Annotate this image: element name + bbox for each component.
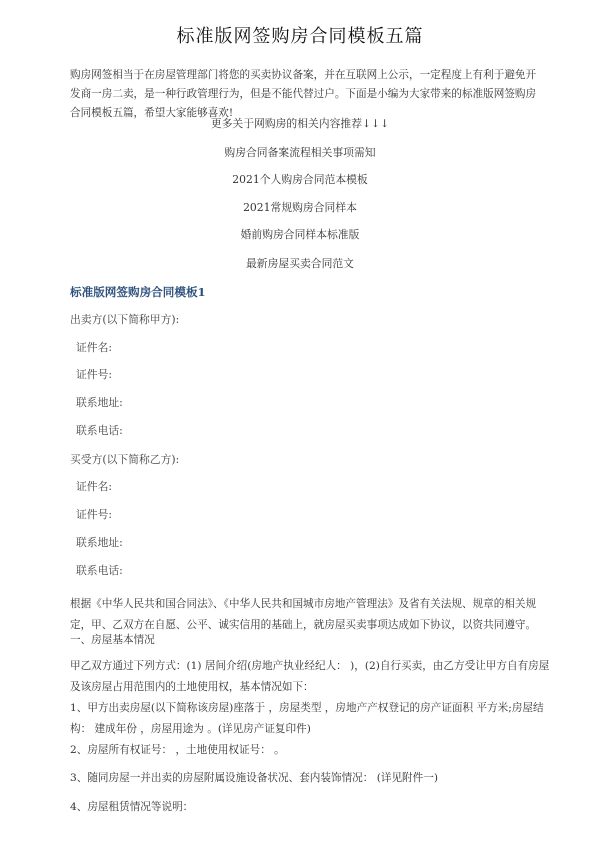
related-links-header: 更多关于网购房的相关内容推荐↓↓↓: [210, 117, 390, 130]
clause-2-paragraph: 2、房屋所有权证号： ，土地使用权证号： 。: [70, 744, 285, 756]
related-link[interactable]: 最新房屋买卖合同范文: [246, 257, 354, 270]
related-link[interactable]: 2021个人购房合同范本模板: [232, 173, 368, 186]
seller-address: 联系地址:: [76, 396, 123, 409]
buyer-address: 联系地址:: [76, 536, 123, 549]
seller-id-type: 证件名:: [76, 341, 113, 354]
buyer-phone: 联系电话:: [76, 564, 123, 577]
clause-1-paragraph: 1、甲方出卖房屋(以下简称该房屋)座落于 ，房屋类型 ，房地产产权登记的房产证面积 平方米;房屋结构： 建成年份 ，房屋用途为 。(详见房产证复印件): [70, 702, 544, 735]
transaction-method-paragraph: 甲乙双方通过下列方式：(1) 居间介绍(房地产执业经纪人： )，(2)自行买卖，由乙方受让甲方自有房屋及该房屋占用范围内的土地使用权，基本情况如下：: [70, 660, 550, 693]
buyer-id-number: 证件号:: [76, 508, 113, 521]
seller-phone: 联系电话:: [76, 424, 123, 437]
seller-id-number: 证件号:: [76, 368, 113, 381]
preamble-paragraph: 根据《中华人民共和国合同法》、《中华人民共和国城市房地产管理法》及省有关法规、规章的相关规定，甲、乙双方在自愿、公平、诚实信用的基础上，就房屋买卖事项达成如下协议，以资共同遵守。: [70, 598, 537, 631]
related-link[interactable]: 购房合同备案流程相关事项需知: [224, 146, 376, 159]
intro-paragraph: 购房网签相当于在房屋管理部门将您的买卖协议备案，并在互联网上公示，一定程度上有利于避免开发商一房二卖，是一种行政管理行为，但是不能代替过户。下面是小编为大家带来的标准版网签购房合同模板五篇，希望大家能够喜欢!: [70, 69, 537, 119]
buyer-label: 买受方(以下简称乙方):: [70, 453, 180, 466]
clause-3-paragraph: 3、随同房屋一并出卖的房屋附属设施设备状况、套内装饰情况： (详见附件一): [70, 772, 438, 784]
section-heading: 标准版网签购房合同模板1: [70, 285, 206, 299]
related-link[interactable]: 婚前购房合同样本标准版: [240, 228, 360, 241]
clause-4-paragraph: 4、房屋租赁情况等说明：: [70, 801, 194, 813]
related-link[interactable]: 2021常规购房合同样本: [243, 201, 357, 214]
section-one-heading: 一、房屋基本情况: [70, 634, 155, 646]
document-title: 标准版网签购房合同模板五篇: [176, 26, 424, 47]
seller-label: 出卖方(以下简称甲方):: [70, 313, 180, 326]
buyer-id-type: 证件名:: [76, 480, 113, 493]
